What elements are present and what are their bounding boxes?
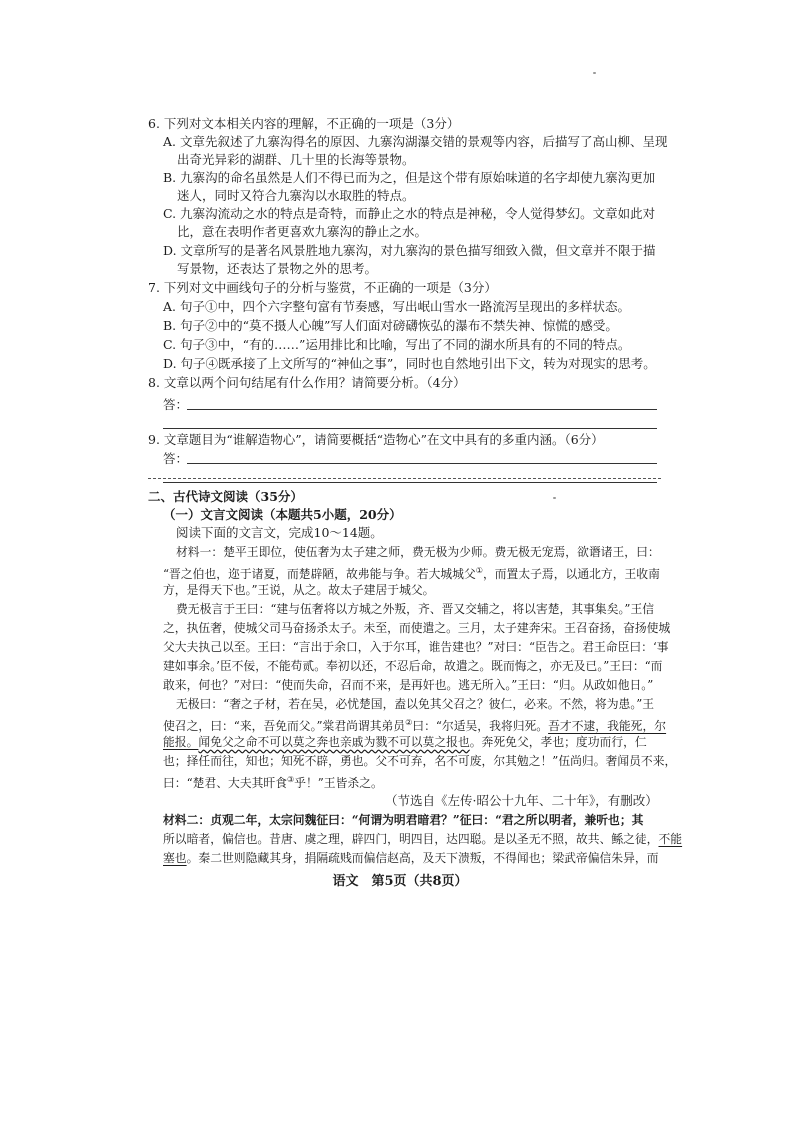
q6-option-b-cont: 迷人，同时又符合九寨沟以水取胜的特点。 [177, 188, 415, 203]
footnote-mark: ② [405, 718, 413, 727]
underlined-sentence: 能报。 [163, 735, 199, 749]
material2-line: 材料二：贞观二年，太宗问魏征曰：“何谓为明君暗君？”征曰：“君之所以明者，兼听也；其 [163, 813, 644, 827]
material1-line: “晋之伯也，迩于诸夏，而楚辟陋，故弗能与争。若大城城父①，而置太子焉，以通北方，王收南 [163, 566, 660, 581]
section2-instruction: 阅读下面的文言文，完成10～14题。 [176, 525, 383, 540]
section2-sub1: （一）文言文阅读（本题共5小题，20分） [163, 507, 402, 522]
q8-stem: 8. 文章以两个问句结尾有什么作用？请简要分析。（4分） [148, 375, 466, 390]
material1-line: 方，是得天下也。”王说，从之。故太子建居于城父。 [163, 583, 435, 597]
material2-line: 所以暗者，偏信也。昔唐、虞之理，辟四门，明四目，达四聪。是以圣无不照，故共、鲧之徒，不能 [163, 832, 683, 846]
underlined-sentence: 不能 [658, 832, 683, 846]
q8-answer-line[interactable] [163, 428, 657, 429]
material1-line: 之，执伍奢，使城父司马奋扬杀太子。未至，而使遣之。三月，太子建奔宋。王召奋扬，奋扬使城 [163, 621, 671, 635]
section2-title: 二、古代诗文阅读（35分） [148, 489, 303, 504]
q7-option-c: C. 句子③中，“有的……”运用排比和比喻，写出了不同的湖水所具有的不同的特点。 [163, 337, 631, 352]
q7-option-b: B. 句子②中的“莫不摄人心魄”写人们面对磅礴恢弘的瀑布不禁失神、惊慌的感受。 [163, 318, 618, 333]
q6-option-a-cont: 出奇光异彩的湖群、几十里的长海等景物。 [177, 152, 415, 167]
q8-answer-label: 答： [163, 397, 189, 412]
q9-answer-label: 答： [163, 451, 189, 466]
q6-option-a: A. 文章先叙述了九寨沟得名的原因、九寨沟湖瀑交错的景观等内容，后描写了高山柳、呈现 [163, 134, 668, 149]
q9-stem: 9. 文章题目为“谁解造物心”，请简要概括“造物心”在文中具有的多重内涵。（6分） [148, 432, 604, 447]
material1-line: 能报。闻免父之命不可以莫之奔也亲戚为戮不可以莫之报也。奔死免父，孝也；度功而行，仁 [163, 735, 647, 749]
page-footer: 语文 第5页（共8页） [332, 874, 468, 889]
q7-option-a: A. 句子①中，四个六字整句富有节奏感，写出岷山雪水一路流泻呈现出的多样状态。 [163, 299, 630, 314]
q6-option-b: B. 九寨沟的命名虽然是人们不得已而为之，但是这个带有原始味道的名字却使九寨沟更加 [163, 170, 656, 185]
q9-answer-line[interactable] [187, 463, 657, 464]
footnote-mark: ① [475, 566, 483, 575]
material1-line: 建如事余。’臣不佞，不能苟贰。奉初以还，不忍后命，故遣之。既而悔之，亦无及已。”王曰：“而 [163, 659, 663, 673]
q7-stem: 7. 下列对文中画线句子的分析与鉴赏，不正确的一项是（3分） [148, 280, 497, 295]
q6-option-c: C. 九寨沟流动之水的特点是奇特，而静止之水的特点是神秘，令人觉得梦幻。文章如此对 [163, 206, 656, 221]
q8-answer-line[interactable] [187, 409, 657, 410]
material1-line: 也；择任而往，知也；知死不辟，勇也。父不可弃，名不可废，尔其勉之！”伍尚归。奢闻员不来， [163, 754, 677, 768]
underlined-sentence: 塞也 [163, 851, 187, 865]
q6-stem: 6. 下列对文本相关内容的理解，不正确的一项是（3分） [148, 116, 460, 131]
material2-line: 塞也。秦二世则隐藏其身，捐隔疏贱而偏信赵高，及天下溃叛，不得闻也；梁武帝偏信朱异，而 [163, 851, 659, 865]
material1-line: 材料一：楚平王即位，使伍奢为太子建之师，费无极为少师。费无极无宠焉，欲谮诸王，曰： [176, 545, 660, 559]
material1-line: 使召之，曰：“来，吾免而父。”棠君尚谓其弟员②曰：“尔适吴，我将归死。吾才不逮，我能死，尔 [163, 718, 667, 733]
material1-line: 父大夫执己以至。王曰：“言出于余口，入于尔耳，谁告建也？”对曰：“臣告之。君王命臣曰：‘事 [163, 640, 669, 654]
footnote-mark: ③ [287, 775, 295, 784]
material1-line: 曰：“楚君、大夫其旰食③乎！”王皆杀之。 [163, 775, 383, 790]
section-divider [148, 478, 661, 479]
material1-line: 无极曰：“奢之子材，若在吴，必忧楚国，盍以免其父召之？彼仁，必来。不然，将为患。”王 [176, 697, 655, 711]
material1-line: 费无极言于王曰：“建与伍奢将以方城之外叛，齐、晋又交辅之，将以害楚，其事集矣。”王信 [176, 602, 655, 616]
q7-option-d: D. 句子④既承接了上文所写的“神仙之事”，同时也自然地引出下文，转为对现实的思考。 [163, 356, 656, 371]
material1-source: （节选自《左传·昭公十九年、二十年》，有删改） [385, 793, 658, 808]
q6-option-d-cont: 写景物，还表达了景物之外的思考。 [177, 261, 378, 276]
underlined-sentence: 吾才不逮，我能死，尔 [548, 718, 667, 733]
scan-speck [553, 497, 556, 499]
scan-speck [593, 72, 596, 74]
q6-option-d: D. 文章所写的是著名风景胜地九寨沟，对九寨沟的景色描写细致入微，但文章并不限于描 [163, 243, 656, 258]
q6-option-c-cont: 比，意在表明作者更喜欢九寨沟的静止之水。 [177, 224, 428, 239]
q9-answer-line[interactable] [163, 482, 657, 483]
material1-line: 敢来，何也？”对曰：“使而失命，召而不来，是再奸也。逃无所入。”王曰：“归。从政如他日。” [163, 678, 654, 692]
wavy-underlined-sentence: 闻免父之命不可以莫之奔也亲戚为戮不可以莫之报也 [198, 735, 470, 749]
